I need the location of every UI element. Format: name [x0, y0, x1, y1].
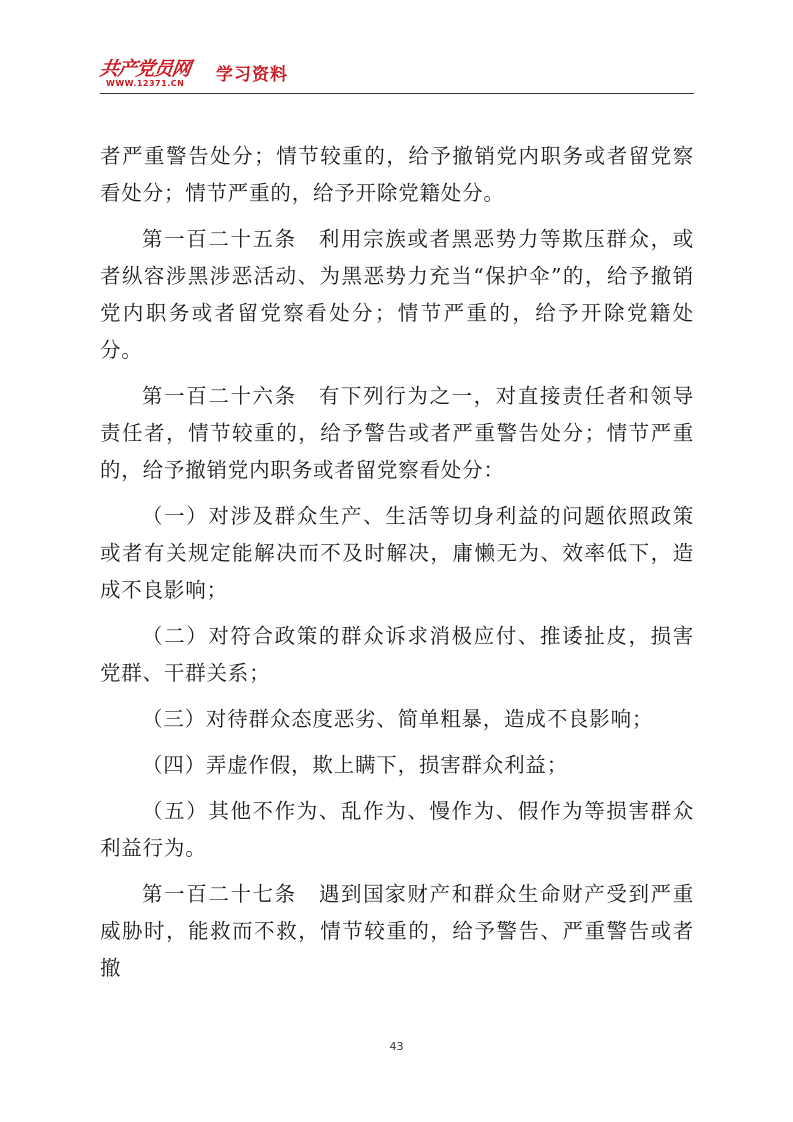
site-logo: 共产党员网 — [98, 58, 192, 80]
page-number: 43 — [389, 1040, 404, 1053]
header-divider — [100, 93, 694, 94]
list-item: （四）弄虚作假，欺上瞒下，损害群众利益； — [142, 753, 568, 777]
article-125: 第一百二十五条 利用宗族或者黑恶势力等欺压群众，或者纵容涉黑涉恶活动、为黑恶势力充当“保护伞”的，给予撤销党内职务或者留党察看处分；情节严重的，给予开除党籍处分。 — [100, 227, 694, 362]
site-logo-url: WWW.12371.CN — [106, 79, 185, 88]
list-item: （一）对涉及群众生产、生活等切身利益的问题依照政策或者有关规定能解决而不及时解决，庸懒无为、效率低下，造成不良影响； — [100, 504, 694, 602]
list-item: （二）对符合政策的群众诉求消极应付、推诿扯皮，损害党群、干群关系； — [100, 624, 694, 685]
page-header — [100, 52, 694, 96]
section-title: 学习资料 — [216, 65, 288, 85]
list-item: （五）其他不作为、乱作为、慢作为、假作为等损害群众利益行为。 — [100, 799, 694, 860]
article-127: 第一百二十七条 遇到国家财产和群众生命财产受到严重威胁时，能救而不救，情节较重的，给予警告、严重警告或者撤 — [100, 882, 694, 980]
list-item: （三）对待群众态度恶劣、简单粗暴，造成不良影响； — [142, 707, 654, 731]
document-body — [100, 138, 694, 996]
paragraph: 者严重警告处分；情节较重的，给予撤销党内职务或者留党察看处分；情节严重的，给予开除党籍处分。 — [100, 144, 694, 205]
article-126: 第一百二十六条 有下列行为之一，对直接责任者和领导责任者，情节较重的，给予警告或者严重警告处分；情节严重的，给予撤销党内职务或者留党察看处分： — [100, 384, 694, 482]
